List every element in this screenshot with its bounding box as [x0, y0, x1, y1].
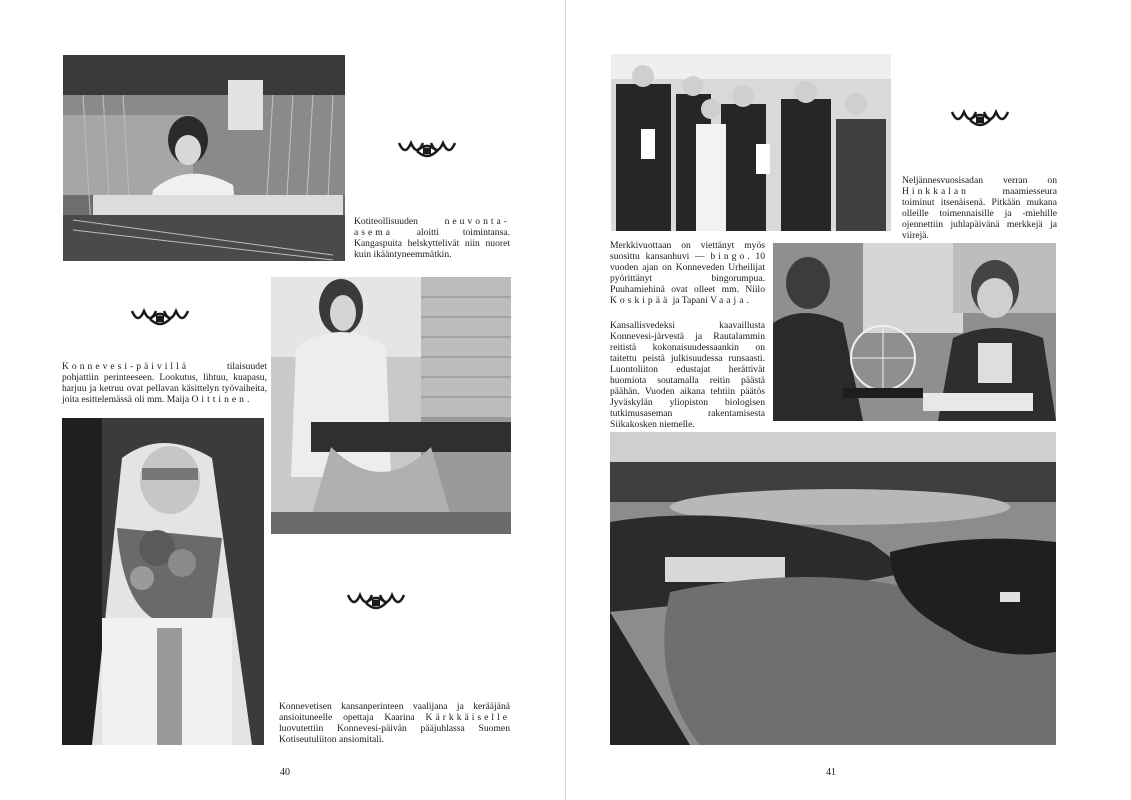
- anniversary-caption-pre: Neljännesvuosisadan verran on: [902, 175, 1057, 186]
- group-award-photo: [611, 54, 891, 231]
- award-caption: [279, 701, 510, 745]
- decorative-ornament-icon: [128, 307, 192, 329]
- festival-caption-mid: tilaisuudet pohjattiin perinteeseen. Lookutus, lihtuu, kuapasu, harjuu ja ketruu ovat pellavan käsittelyn työvaiheita, joita esittelemässä oli mm. Maija: [62, 361, 267, 405]
- bingo-caption-post: .: [746, 295, 749, 306]
- bingo-caption-pre: Merkkivuottaan on viettänyt myös suosittu kansanhuvi —: [610, 240, 765, 262]
- award-caption-pre: Konnevetisen kansanperinteen vaalijana ja kerääjänä ansioituneelle opettaja Kaarina: [279, 701, 510, 723]
- page-number-right: 41: [826, 767, 836, 778]
- award-caption-spaced: Kärkkäiselle: [425, 712, 510, 723]
- weaving-caption: [354, 216, 510, 260]
- award-caption-post: luovutettiin Konnevesi-päivän pääjuhlassa Suomen Kotiseutuliiton ansiomitali.: [279, 723, 510, 745]
- decorative-ornament-icon: [395, 139, 459, 161]
- nature-caption: Kansallisvedeksi kaavaillusta Konnevesi-järvestä ja Rautalammin reitistä kokonaisuudessaankin on taitettu peistä julkisuudessa runsaasti. Luontoliiton edustajat herättivät huomiota soutamalla reitin päästä päähän. Vuoden aikana tehtiin päätös Jyväskylän yliopiston biologisen tutkimusaseman rakentamisesta Siikakosken niemelle.: [610, 320, 765, 430]
- weaving-photo: [63, 55, 345, 261]
- festival-caption: [62, 361, 267, 405]
- decorative-ornament-icon: [344, 591, 408, 613]
- festival-caption-spaced: Konnevesi-päivillä: [62, 361, 189, 372]
- weaving-caption-spaced: neuvonta-asema: [354, 216, 510, 238]
- left-page: [0, 0, 565, 800]
- award-recipient-photo: [62, 418, 264, 745]
- anniversary-caption: [902, 175, 1057, 241]
- bingo-caption-spaced: bingo: [710, 251, 748, 262]
- weaving-caption-post: aloitti toimintansa. Kangaspuita helskyttelivät niin nuoret kuin ikääntyneemmätkin.: [354, 227, 510, 260]
- flax-processing-photo: [271, 277, 511, 534]
- aerial-lake-photo: [610, 432, 1056, 745]
- bingo-caption: [610, 240, 765, 306]
- bingo-caption-spaced3: Vaaja: [710, 295, 747, 306]
- festival-caption-post: .: [246, 394, 250, 405]
- weaving-caption-pre: Kotiteollisuuden: [354, 216, 445, 227]
- anniversary-caption-post: maamiesseura toiminut itsenäisenä. Pitkään mukana olleille toimennaisille ja -miehille ojennettiin juhlapäivänä merkkejä ja viirejä.: [902, 186, 1057, 241]
- bingo-caption-mid2: ja Tapani: [670, 295, 711, 306]
- bingo-drum-photo: [773, 243, 1056, 421]
- right-page: [566, 0, 1131, 800]
- page-number-left: 40: [280, 767, 290, 778]
- bingo-caption-spaced2: Koskipää: [610, 295, 671, 306]
- bingo-caption-mid: . 10 vuoden ajan on Konneveden Urheilijat pyörittänyt bingorumpua. Puuhamiehinä ovat olleet mm. Niilo: [610, 251, 766, 295]
- festival-caption-spaced2: Oittinen: [191, 394, 247, 405]
- decorative-ornament-icon: [948, 108, 1012, 130]
- anniversary-caption-spaced: Hinkkalan: [902, 186, 969, 197]
